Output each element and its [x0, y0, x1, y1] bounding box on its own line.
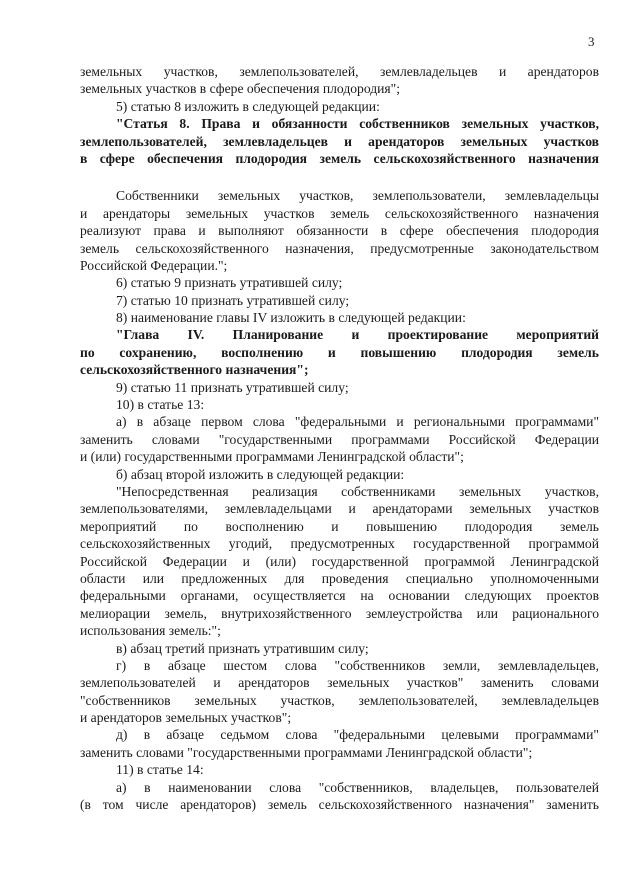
text-line: 5) статью 8 изложить в следующей редакции: — [116, 98, 380, 114]
document-body — [80, 63, 599, 813]
text-line: использования земель:"; — [80, 623, 221, 639]
text-line: федеральными органами, осуществляется на основании следующих проектов — [80, 588, 599, 604]
text-line: "Глава IV. Планирование и проектирование мероприятий — [116, 327, 599, 343]
text-line: 10) в статье 13: — [116, 397, 205, 413]
text-line: и арендаторов земельных участков"; — [80, 710, 292, 726]
text-line: сельскохозяйственного назначения"; — [80, 362, 309, 378]
text-line: 6) статью 9 признать утратившей силу; — [116, 275, 343, 291]
text-line: области или предложенных для проведения специально уполномоченными — [80, 570, 599, 586]
text-line: земельных участков в сфере обеспечения плодородия"; — [80, 81, 401, 97]
text-line: а) в абзаце первом слова "федеральными и региональными программами" — [116, 414, 599, 430]
text-line: мелиорации земель, внутрихозяйственного землеустройства или рационального — [80, 605, 599, 621]
text-line: землепользователей и арендаторов земельных участков" заменить словами — [80, 675, 599, 691]
text-line: в сфере обеспечения плодородия земель сельскохозяйственного назначения — [80, 150, 599, 166]
text-line: "собственников земельных участков, землепользователей, землевладельцев — [80, 692, 599, 708]
text-line: Российской Федерации и (или) государственной программой Ленинградской — [80, 553, 599, 569]
text-line: землепользователей, землевладельцев и арендаторов земельных участков — [80, 133, 599, 149]
text-line: землепользователями, землевладельцами и арендаторами земельных участков — [80, 501, 599, 517]
text-line: б) абзац второй изложить в следующей редакции: — [116, 466, 405, 482]
text-line: Собственники земельных участков, землепользователи, землевладельцы — [116, 188, 599, 204]
text-line: 9) статью 11 признать утратившей силу; — [116, 379, 349, 395]
text-line: (в том числе арендаторов) земель сельскохозяйственного назначения" заменить — [80, 797, 599, 813]
text-line: в) абзац третий признать утратившим силу; — [116, 640, 369, 656]
text-line: и (или) государственными программами Ленинградской области"; — [80, 449, 464, 465]
text-line: а) в наименовании слова "собственников, владельцев, пользователей — [116, 779, 599, 795]
text-line: по сохранению, восполнению и повышению плодородия земель — [80, 344, 599, 360]
text-line: 7) статью 10 признать утратившей силу; — [116, 292, 350, 308]
text-line: Российской Федерации."; — [80, 257, 228, 273]
text-line: заменить словами "государственными программами Ленинградской области"; — [80, 744, 533, 760]
text-line: заменить словами "государственными программами Российской Федерации — [80, 431, 599, 447]
text-line: 11) в статье 14: — [116, 762, 204, 778]
page-number: 3 — [588, 34, 595, 49]
text-line: 8) наименование главы IV изложить в следующей редакции: — [116, 310, 466, 326]
text-line: г) в абзаце шестом слова "собственников земли, землевладельцев, — [116, 657, 599, 673]
text-line: "Статья 8. Права и обязанности собственников земельных участков, — [116, 116, 599, 132]
text-line: и арендаторы земельных участков земель сельскохозяйственного назначения — [80, 205, 599, 221]
text-line: сельскохозяйственных угодий, предусмотренных государственной программой — [80, 536, 599, 552]
paragraph-gap — [80, 167, 599, 187]
text-line: земель сельскохозяйственного назначения, предусмотренные законодательством — [80, 240, 599, 256]
text-line: "Непосредственная реализация собственниками земельных участков, — [116, 483, 599, 499]
text-line: реализуют права и выполняют обязанности в сфере обеспечения плодородия — [80, 223, 599, 239]
text-line: земельных участков, землепользователей, землевладельцев и арендаторов — [80, 64, 599, 79]
text-line: д) в абзаце седьмом слова "федеральными целевыми программами" — [116, 727, 599, 743]
text-line: мероприятий по восполнению и повышению плодородия земель — [80, 518, 599, 534]
